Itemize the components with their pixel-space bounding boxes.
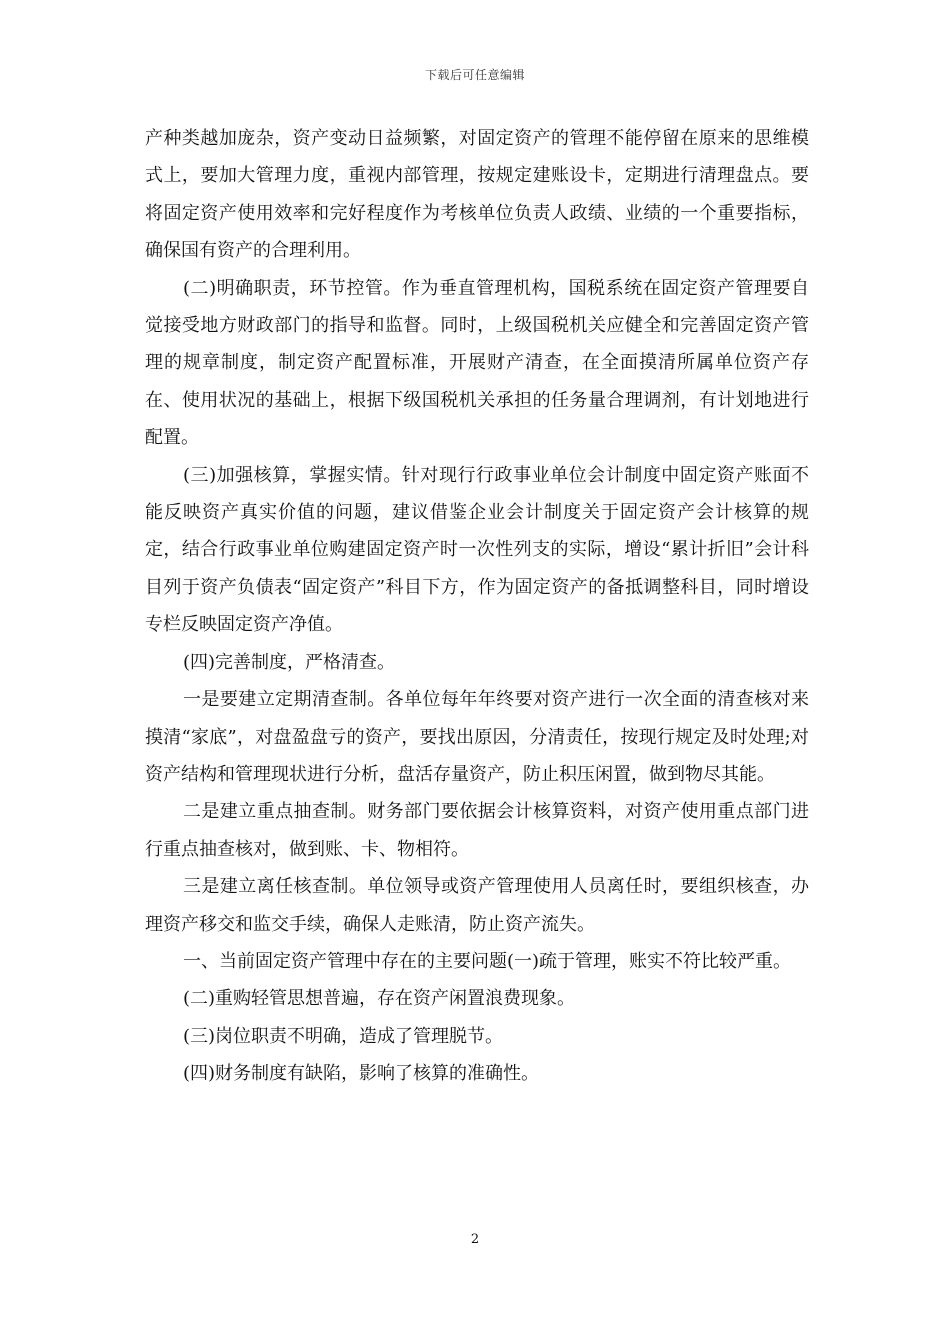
paragraph-departure-check: 三是建立离任核查制。单位领导或资产管理使用人员离任时，要组织核查，办理资产移交和监交手续，确保人走账清，防止资产流失。: [145, 876, 809, 935]
paragraph-section-4-heading: (四)完善制度，严格清查。: [183, 651, 396, 673]
paragraph-key-spot-check: 二是建立重点抽查制。财务部门要依据会计核算资料，对资产使用重点部门进行重点抽查核对，做到账、卡、物相符。: [145, 801, 809, 860]
paragraph-problem-4: (四)财务制度有缺陷，影响了核算的准确性。: [183, 1063, 540, 1085]
paragraph-continuation: 产种类越加庞杂，资产变动日益频繁，对固定资产的管理不能停留在原来的思维模式上，要加大管理力度，重视内部管理，按规定建账设卡，定期进行清理盘点。要将固定资产使用效率和完好程度作为考核单位负责人政绩、业绩的一个重要指标，确保国有资产的合理利用。: [145, 128, 809, 262]
paragraph-section-2: (二)明确职责，环节控管。作为垂直管理机构，国税系统在固定资产管理要自觉接受地方财政部门的指导和监督。同时，上级国税机关应健全和完善固定资产管理的规章制度，制定资产配置标准，开展财产清查，在全面摸清所属单位资产存在、使用状况的基础上，根据下级国税机关承担的任务量合理调剂，有计划地进行配置。: [145, 277, 809, 449]
document-body: [145, 120, 809, 1093]
paragraph-problem-3: (三)岗位职责不明确，造成了管理脱节。: [183, 1025, 504, 1047]
paragraph-periodic-check: 一是要建立定期清查制。各单位每年年终要对资产进行一次全面的清查核对来摸清“家底”，对盘盈盘亏的资产，要找出原因，分清责任，按现行规定及时处理;对资产结构和管理现状进行分析，盘活存量资产，防止积压闲置，做到物尽其能。: [145, 689, 809, 785]
page-number: 2: [470, 1232, 480, 1247]
page-header: 下载后可任意编辑: [424, 68, 525, 82]
paragraph-problem-2: (二)重购轻管思想普遍，存在资产闲置浪费现象。: [183, 988, 576, 1010]
paragraph-problems-heading: 一、当前固定资产管理中存在的主要问题(一)疏于管理，账实不符比较严重。: [183, 950, 792, 972]
paragraph-section-3: (三)加强核算，掌握实情。针对现行行政事业单位会计制度中固定资产账面不能反映资产真实价值的问题，建议借鉴企业会计制度关于固定资产会计核算的规定，结合行政事业单位购建固定资产时一次性列支的实际，增设“累计折旧”会计科目列于资产负债表“固定资产”科目下方，作为固定资产的备抵调整科目，同时增设专栏反映固定资产净值。: [145, 464, 809, 636]
